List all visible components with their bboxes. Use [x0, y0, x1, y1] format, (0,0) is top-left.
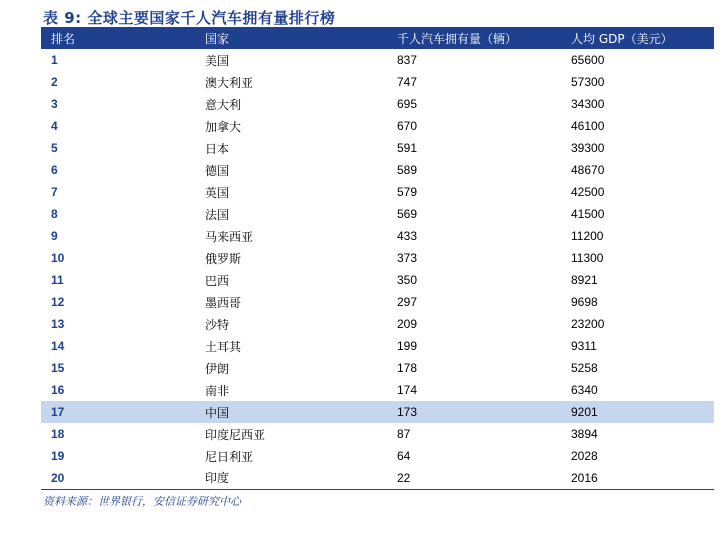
table-body [41, 49, 714, 489]
table-row [41, 247, 714, 269]
rank-cell: 14 [51, 339, 65, 353]
cars-per-thousand-cell: 837 [397, 53, 418, 67]
rank-cell: 8 [51, 207, 58, 221]
gdp-per-capita-cell: 5258 [571, 361, 598, 375]
gdp-per-capita-cell: 6340 [571, 383, 598, 397]
cars-per-thousand-cell: 64 [397, 449, 411, 463]
table-row [41, 115, 714, 137]
gdp-per-capita-cell: 23200 [571, 317, 605, 331]
gdp-per-capita-cell: 39300 [571, 141, 605, 155]
gdp-per-capita-cell: 9698 [571, 295, 598, 309]
table-row [41, 423, 714, 445]
cars-per-thousand-cell: 373 [397, 251, 418, 265]
cars-per-thousand-cell: 591 [397, 141, 418, 155]
rank-cell: 18 [51, 427, 65, 441]
cars-per-thousand-cell: 297 [397, 295, 418, 309]
country-cell: 法国 [205, 207, 230, 222]
country-cell: 澳大利亚 [205, 75, 254, 90]
gdp-per-capita-cell: 9311 [571, 339, 597, 353]
cars-per-thousand-cell: 589 [397, 163, 418, 177]
table-row [41, 93, 714, 115]
country-cell: 巴西 [205, 273, 230, 288]
country-cell: 沙特 [205, 317, 230, 332]
rank-cell: 7 [51, 185, 58, 199]
table-row [41, 357, 714, 379]
header-cars-per-thousand: 千人汽车拥有量（辆） [397, 27, 571, 49]
cars-per-thousand-cell: 350 [397, 273, 418, 287]
table-row [41, 71, 714, 93]
gdp-per-capita-cell: 46100 [571, 119, 605, 133]
cars-per-thousand-cell: 22 [397, 467, 571, 489]
cars-per-thousand-cell: 747 [397, 75, 418, 89]
header-rank: 排名 [41, 27, 205, 49]
rank-cell: 9 [51, 229, 58, 243]
gdp-per-capita-cell: 2016 [571, 467, 714, 489]
table-row [41, 269, 714, 291]
country-cell: 马来西亚 [205, 229, 254, 244]
gdp-per-capita-cell: 42500 [571, 185, 605, 199]
table-row [41, 379, 714, 401]
cars-per-thousand-cell: 209 [397, 317, 418, 331]
header-country: 国家 [205, 27, 397, 49]
rank-cell: 13 [51, 317, 65, 331]
rank-cell: 3 [51, 97, 58, 111]
rank-cell: 5 [51, 141, 58, 155]
table-row [41, 401, 714, 423]
table-row [41, 137, 714, 159]
gdp-per-capita-cell: 11200 [571, 229, 604, 243]
rank-cell: 16 [51, 383, 65, 397]
gdp-per-capita-cell: 57300 [571, 75, 605, 89]
cars-per-thousand-cell: 173 [397, 401, 571, 423]
table-row [41, 313, 714, 335]
country-cell: 中国 [205, 401, 397, 423]
cars-per-thousand-cell: 670 [397, 119, 418, 133]
table-row [41, 467, 714, 489]
gdp-per-capita-cell: 8921 [571, 273, 598, 287]
source-note: 资料来源：世界银行，安信证券研究中心 [43, 495, 241, 508]
country-cell: 意大利 [205, 97, 242, 112]
gdp-per-capita-cell: 41500 [571, 207, 605, 221]
car-ownership-table [41, 27, 714, 490]
country-cell: 印度尼西亚 [205, 427, 266, 442]
cars-per-thousand-cell: 178 [397, 361, 418, 375]
gdp-per-capita-cell: 34300 [571, 97, 605, 111]
rank-cell: 4 [51, 119, 58, 133]
cars-per-thousand-cell: 695 [397, 97, 418, 111]
rank-cell: 17 [41, 401, 205, 423]
table-row [41, 49, 714, 71]
country-cell: 南非 [205, 383, 230, 398]
country-cell: 加拿大 [205, 119, 242, 134]
rank-cell: 11 [51, 273, 64, 287]
country-cell: 印度 [205, 467, 397, 489]
cars-per-thousand-cell: 174 [397, 383, 418, 397]
table-header-row [41, 27, 714, 49]
gdp-per-capita-cell: 11300 [571, 251, 604, 265]
rank-cell: 15 [51, 361, 65, 375]
gdp-per-capita-cell: 48670 [571, 163, 605, 177]
rank-cell: 1 [51, 53, 58, 67]
country-cell: 俄罗斯 [205, 251, 242, 266]
cars-per-thousand-cell: 433 [397, 229, 418, 243]
table-row [41, 445, 714, 467]
rank-cell: 19 [51, 449, 65, 463]
table-row [41, 203, 714, 225]
country-cell: 墨西哥 [205, 295, 242, 310]
country-cell: 英国 [205, 185, 230, 200]
cars-per-thousand-cell: 569 [397, 207, 418, 221]
country-cell: 尼日利亚 [205, 449, 254, 464]
country-cell: 美国 [205, 53, 230, 68]
cars-per-thousand-cell: 199 [397, 339, 418, 353]
country-cell: 日本 [205, 141, 230, 156]
table-row [41, 335, 714, 357]
gdp-per-capita-cell: 2028 [571, 449, 598, 463]
country-cell: 伊朗 [205, 361, 230, 376]
cars-per-thousand-cell: 87 [397, 427, 411, 441]
cars-per-thousand-cell: 579 [397, 185, 418, 199]
gdp-per-capita-cell: 3894 [571, 427, 598, 441]
gdp-per-capita-cell: 9201 [571, 401, 714, 423]
table-row [41, 159, 714, 181]
country-cell: 土耳其 [205, 339, 242, 354]
table-title: 表 9: 全球主要国家千人汽车拥有量排行榜 [43, 9, 336, 27]
rank-cell: 10 [51, 251, 65, 265]
header-gdp-per-capita: 人均 GDP（美元） [571, 27, 714, 49]
rank-cell: 6 [51, 163, 58, 177]
table-row [41, 291, 714, 313]
gdp-per-capita-cell: 65600 [571, 53, 605, 67]
table-row [41, 225, 714, 247]
table-row [41, 181, 714, 203]
rank-cell: 12 [51, 295, 65, 309]
rank-cell: 2 [51, 75, 58, 89]
rank-cell: 20 [41, 467, 205, 489]
country-cell: 德国 [205, 163, 230, 178]
